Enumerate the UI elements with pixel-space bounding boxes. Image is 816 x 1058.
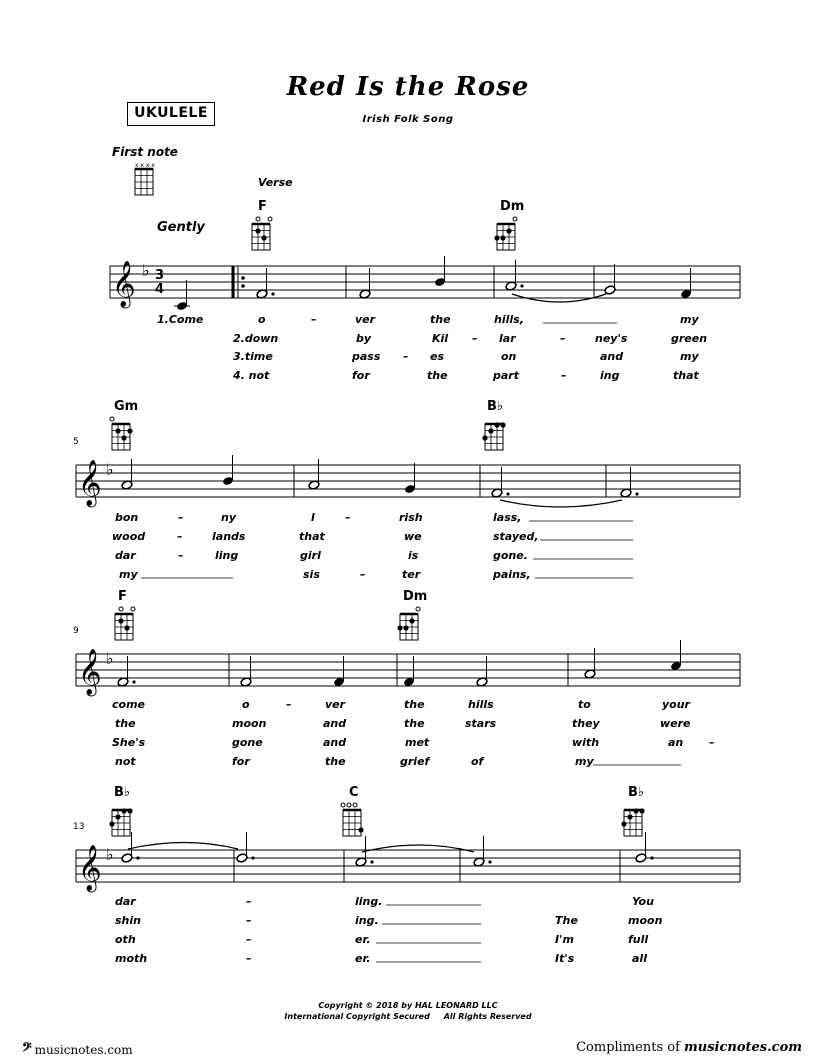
lyric-syllable: ver xyxy=(325,698,346,711)
lyric-syllable: – xyxy=(560,332,566,345)
chord-name: Dm xyxy=(403,589,428,604)
lyric-syllable: my xyxy=(680,313,699,326)
lyric-syllable: on xyxy=(501,350,517,363)
song-title: Red Is the Rose xyxy=(286,72,530,102)
lyric-syllable: sis xyxy=(303,568,320,581)
staff-system-1-symbols xyxy=(112,256,692,311)
lyric-syllable: ny xyxy=(221,511,237,524)
lyric-syllable: o xyxy=(258,313,266,326)
first-note-label: First note xyxy=(112,145,178,159)
lyric-syllable: full xyxy=(628,933,649,946)
lyric-syllable: – xyxy=(561,369,567,382)
lyric-syllable: – xyxy=(246,914,252,927)
lyric-syllable: to xyxy=(578,698,591,711)
lyric-syllable: lar xyxy=(499,332,516,345)
lyric-syllable: lass, xyxy=(493,511,522,524)
lyric-syllable: my xyxy=(680,350,699,363)
lyric-syllable: 3.time xyxy=(233,350,273,363)
song-subtitle: Irish Folk Song xyxy=(362,114,454,125)
lyric-syllable: with xyxy=(572,736,600,749)
svg-text:𝄞: 𝄞 xyxy=(78,460,102,506)
svg-text:♭: ♭ xyxy=(142,261,150,280)
first-note-diagram xyxy=(135,162,155,195)
verse-label: Verse xyxy=(258,176,293,189)
lyric-syllable: – xyxy=(246,952,252,965)
lyric-syllable: they xyxy=(572,717,600,730)
lyric-syllable: pains, xyxy=(493,568,531,581)
lyric-syllable: the xyxy=(404,698,425,711)
svg-text:4: 4 xyxy=(155,282,165,297)
lyric-syllable: and xyxy=(600,350,624,363)
lyric-syllable: and xyxy=(323,736,347,749)
lyric-syllable: I'm xyxy=(555,933,574,946)
lyric-syllable: hills, xyxy=(494,313,524,326)
lyric-syllable: – xyxy=(178,549,184,562)
lyric-syllable: met xyxy=(405,736,430,749)
lyric-syllable: – xyxy=(472,332,478,345)
lyric-syllable: were xyxy=(660,717,691,730)
lyric-syllable: part xyxy=(493,369,519,382)
lyric-syllable: that xyxy=(673,369,699,382)
lyric-syllable: the xyxy=(115,717,136,730)
lyric-syllable: not xyxy=(115,755,136,768)
rights-line: International Copyright Secured All Rights Reserved xyxy=(284,1012,532,1021)
lyric-syllable: is xyxy=(408,549,419,562)
lyric-syllable: grief xyxy=(400,755,430,768)
compliments-brand: musicnotes.com xyxy=(684,1040,802,1055)
lyric-syllable: ing xyxy=(600,369,620,382)
chord-name: B♭ xyxy=(114,785,131,800)
chord-name: C xyxy=(349,785,359,800)
chord-diagram-c xyxy=(341,803,364,836)
lyric-syllable: the xyxy=(430,313,451,326)
lyric-syllable: gone xyxy=(232,736,263,749)
chord-diagram-dm xyxy=(494,217,517,250)
lyric-syllable: er. xyxy=(355,952,371,965)
tempo-marking: Gently xyxy=(157,220,205,235)
lyric-syllable: shin xyxy=(115,914,141,927)
lyric-syllable: You xyxy=(632,895,654,908)
lyric-syllable: and xyxy=(323,717,347,730)
chord-name: F xyxy=(118,589,127,604)
lyric-syllable: we xyxy=(404,530,422,543)
lyric-syllable: – xyxy=(311,313,317,326)
lyric-syllable: the xyxy=(427,369,448,382)
lyric-syllable: gone. xyxy=(493,549,528,562)
staff-system-4-symbols xyxy=(78,832,654,893)
lyric-syllable: She's xyxy=(112,736,146,749)
lyric-syllable: girl xyxy=(300,549,321,562)
lyric-syllable: er. xyxy=(355,933,371,946)
lyric-syllable: dar xyxy=(115,549,136,562)
lyric-syllable: of xyxy=(471,755,484,768)
lyric-syllable: moon xyxy=(232,717,267,730)
lyric-syllable: – xyxy=(403,350,409,363)
lyric-syllable: ney's xyxy=(595,332,628,345)
chord-diagram-bb xyxy=(621,808,644,836)
lyric-syllable: 1.Come xyxy=(157,313,204,326)
lyric-syllable: for xyxy=(232,755,250,768)
lyric-syllable: – xyxy=(360,568,366,581)
lyric-syllable: green xyxy=(671,332,708,345)
lyric-syllable: an xyxy=(668,736,684,749)
lyric-syllable: stayed, xyxy=(493,530,539,543)
lyric-syllable: pass xyxy=(352,350,381,363)
lyric-syllable: – xyxy=(345,511,351,524)
brand-left-text: musicnotes.com xyxy=(34,1043,133,1057)
measure-number: 13 xyxy=(73,822,85,832)
lyric-syllable: come xyxy=(112,698,145,711)
lyric-syllable: moth xyxy=(115,952,148,965)
lyric-syllable: ver xyxy=(355,313,376,326)
svg-text:3: 3 xyxy=(155,268,165,283)
lyric-syllable: I xyxy=(311,511,316,524)
chord-diagram-bb xyxy=(482,422,505,450)
lyric-syllable: ing. xyxy=(355,914,379,927)
lyric-syllable: es xyxy=(430,350,445,363)
lyric-syllable: 2.down xyxy=(233,332,279,345)
lyric-syllable: lands xyxy=(212,530,246,543)
lyric-syllable: – xyxy=(177,530,183,543)
chord-diagram-dm xyxy=(397,607,420,640)
measure-number: 5 xyxy=(73,437,79,447)
lyric-syllable: o xyxy=(242,698,250,711)
lyric-syllable: Kil xyxy=(432,332,449,345)
measure-number: 9 xyxy=(73,626,79,636)
lyric-syllable: ling. xyxy=(355,895,383,908)
lyric-syllable: wood xyxy=(112,530,146,543)
lyric-syllable: It's xyxy=(555,952,575,965)
svg-text:♭: ♭ xyxy=(106,460,114,479)
lyric-syllable: the xyxy=(404,717,425,730)
copyright-line: Copyright © 2018 by HAL LEONARD LLC xyxy=(318,1001,498,1010)
lyric-syllable: oth xyxy=(115,933,136,946)
lyric-syllable: dar xyxy=(115,895,136,908)
lyric-syllable: ter xyxy=(402,568,421,581)
lyric-syllable: ling xyxy=(215,549,239,562)
chord-diagram-f xyxy=(115,607,135,640)
musicnotes-logo-icon: 𝄢 xyxy=(22,1040,32,1058)
svg-text:x x x x: x x x x xyxy=(135,162,155,169)
lyric-syllable: all xyxy=(632,952,647,965)
staff-system-3-symbols xyxy=(78,640,682,697)
lyric-syllable: stars xyxy=(465,717,497,730)
lyric-syllable: – xyxy=(709,736,715,749)
lyric-syllable: – xyxy=(178,511,184,524)
lyric-syllable: the xyxy=(325,755,346,768)
chord-diagram-f xyxy=(252,217,272,250)
chord-diagram-gm xyxy=(110,417,133,450)
lyric-syllable: bon xyxy=(115,511,139,524)
lyric-syllable: – xyxy=(286,698,292,711)
lyric-syllable: that xyxy=(299,530,325,543)
svg-text:♭: ♭ xyxy=(106,649,114,668)
chord-name: F xyxy=(258,199,267,214)
lyric-syllable: The xyxy=(555,914,578,927)
svg-text:𝄞: 𝄞 xyxy=(78,845,102,891)
lyric-syllable: by xyxy=(356,332,372,345)
staff-system-1 xyxy=(110,266,740,298)
chord-name: Dm xyxy=(500,199,525,214)
lyric-syllable: 4. not xyxy=(233,369,270,382)
lyric-syllable: – xyxy=(246,933,252,946)
lyric-syllable: hills xyxy=(468,698,494,711)
lyric-syllable: rish xyxy=(399,511,423,524)
svg-text:♭: ♭ xyxy=(106,845,114,864)
compliments-prefix: Compliments of xyxy=(576,1040,680,1055)
instrument-label: UKULELE xyxy=(127,102,215,126)
chord-diagram-bb xyxy=(109,808,132,836)
chord-name: B♭ xyxy=(487,399,504,414)
lyric-syllable: my xyxy=(119,568,138,581)
compliments-link[interactable] xyxy=(576,1040,802,1055)
svg-text:𝄞: 𝄞 xyxy=(112,261,136,307)
svg-text:𝄞: 𝄞 xyxy=(78,649,102,695)
lyric-syllable: for xyxy=(352,369,370,382)
chord-name: B♭ xyxy=(628,785,645,800)
lyric-syllable: moon xyxy=(628,914,663,927)
lyric-syllable: your xyxy=(662,698,690,711)
lyric-syllable: – xyxy=(246,895,252,908)
lyric-syllable: my xyxy=(575,755,594,768)
musicnotes-link-left[interactable] xyxy=(22,1040,133,1058)
chord-name: Gm xyxy=(114,399,139,414)
